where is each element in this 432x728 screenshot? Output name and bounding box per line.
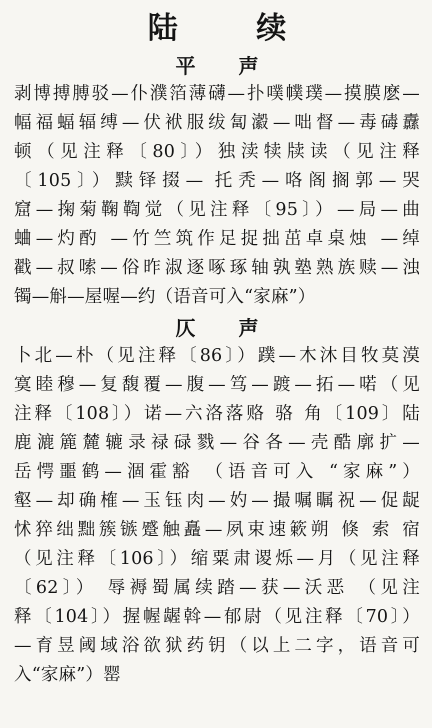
text-line: 蛐—灼酌 —竹竺筑作足捉拙茁卓桌烛 —绰 xyxy=(14,229,420,249)
text-line: 〔105〕）黩铎掇— 托秃—咯阁搁郭—哭 xyxy=(14,171,420,191)
text-line: 岳愕噩鹤—涸霍豁 （语音可入 “家麻”） xyxy=(14,462,420,482)
text-line: 注释〔108〕）诺—六洛落赂 骆 角〔109〕陆 xyxy=(14,404,420,424)
text-line: 窟—掬菊鞠鞫觉（见注释〔95〕）—局—曲 xyxy=(14,200,420,220)
text-line: 镯—斛—屋喔—约（语音可入“家麻”） xyxy=(14,287,316,307)
section-body-zesheng xyxy=(14,342,420,690)
page-title: 陆 续 xyxy=(147,11,321,46)
section-heading-zesheng: 仄 声 xyxy=(175,316,277,340)
text-line: （见注释〔106〕）缩粟肃谡烁—月（见注释 xyxy=(14,549,420,569)
text-line: —育昱阈域浴欲狱药钥（以上二字，语音可 xyxy=(14,636,420,656)
section-heading-pingsheng: 平 声 xyxy=(175,54,277,78)
text-line: 寞睦穆—复馥覆—腹—笃—踱—拓—喏（见 xyxy=(14,375,420,395)
section-body-pingsheng xyxy=(14,80,420,312)
text-line: 顿（见注释〔80〕）独渎犊牍读（见注释 xyxy=(14,142,420,162)
text-line: 戳—叔嗦—俗昨淑逐啄琢轴孰塾熟族赎—浊 xyxy=(14,258,420,278)
text-line: 鹿漉簏麓辘录禄碌戮—谷各—壳酷廓扩— xyxy=(14,433,420,453)
text-line: 〔62〕） 辱褥蜀属续踏—获—沃恶 （见注 xyxy=(14,578,420,598)
text-line: 壑—却确榷—玉钰肉—妁—撮嘱瞩祝—促龊 xyxy=(14,491,420,511)
text-line: 入“家麻”）罂 xyxy=(14,665,121,685)
text-line: 释〔104〕）握幄龌斡—郁尉（见注释〔70〕） xyxy=(14,607,420,627)
text-line: 剥博搏膊驳—仆濮箔薄礴—扑噗幞璞—摸膜麽— xyxy=(14,84,420,104)
text-line: 幅福蝠辐缚—伏袱服绂匐瀫—咄督—毒碡纛 xyxy=(14,113,420,133)
text-line: 卜北—朴（见注释〔86〕）蹼—木沐目牧莫漠 xyxy=(14,346,420,366)
text-line: 怵猝绌黜簇镞蹙触矗—夙束速簌朔 倏 索 宿 xyxy=(14,520,420,540)
